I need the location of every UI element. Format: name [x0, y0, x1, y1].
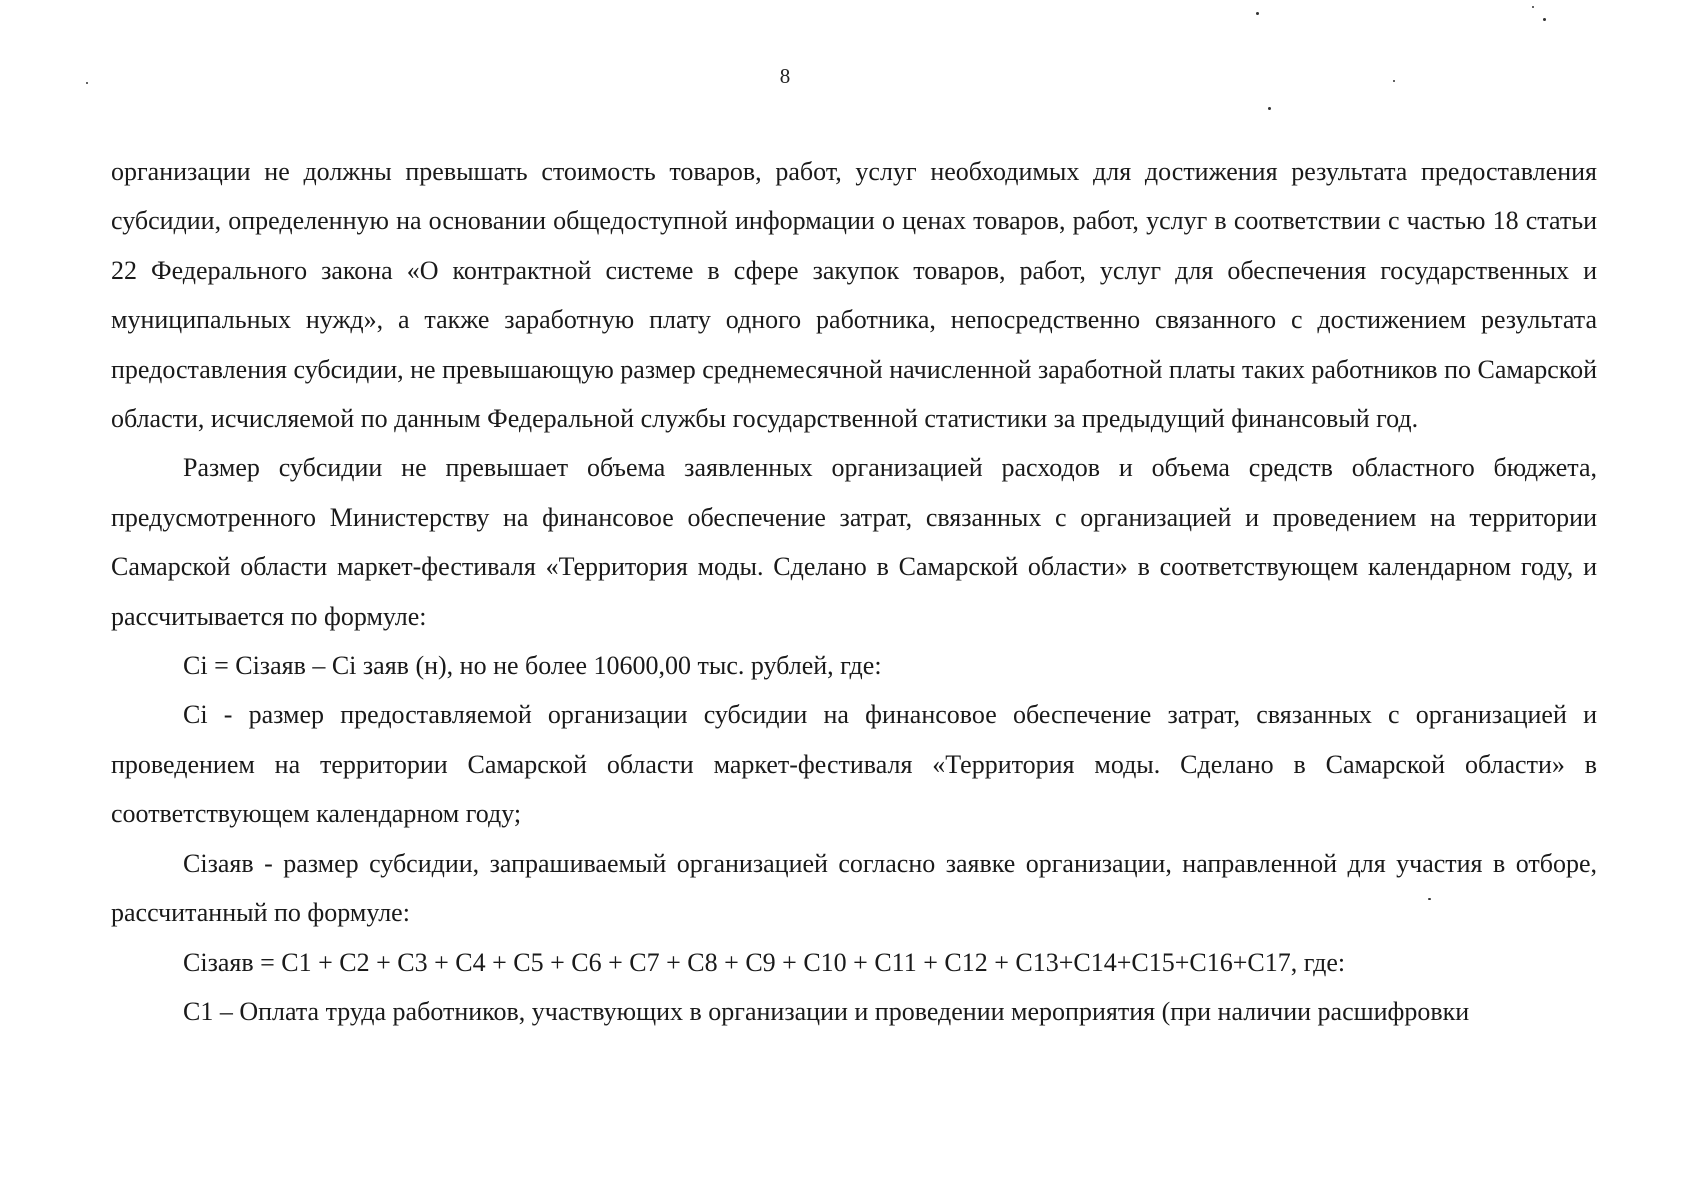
scan-speck: [1393, 80, 1395, 82]
document-body: [111, 147, 1597, 1036]
definition-ci-zayav: Сiзаяв - размер субсидии, запрашиваемый организацией согласно заявке организации, направленной для участия в отборе, рассчитанный по формуле:: [111, 848, 1597, 928]
page-number: 8: [779, 64, 791, 88]
scan-speck: [1543, 18, 1546, 21]
definition-ci: Сi - размер предоставляемой организации субсидии на финансовое обеспечение затрат, связанных с организацией и проведением на территории Самарской области маркет-фестиваля «Территория моды. Сделано в Самарской области» в соответствующем календарном году;: [111, 700, 1597, 829]
scan-speck: [1256, 12, 1259, 15]
scan-speck: [1532, 6, 1534, 8]
paragraph-continuation: организации не должны превышать стоимость товаров, работ, услуг необходимых для достижения результата предоставления субсидии, определенную на основании общедоступной информации о ценах товаров, работ, услуг в соответствии с частью 18 статьи 22 Федерального закона «О контрактной системе в сфере закупок товаров, работ, услуг для обеспечения государственных и муниципальных нужд», а также заработную плату одного работника, непосредственно связанного с достижением результата предоставления субсидии, не превышающую размер среднемесячной начисленной заработной платы таких работников по Самарской области, исчисляемой по данным Федеральной службы государственной статистики за предыдущий финансовый год.: [111, 157, 1597, 434]
formula-ci-zayav: Сiзаяв = С1 + С2 + С3 + С4 + С5 + С6 + С7 + С8 + С9 + С10 + С11 + С12 + С13+С14+С15+С16+С17, где:: [183, 947, 1346, 977]
formula-ci: Сi = Сiзаяв – Сi заяв (н), но не более 10600,00 тыс. рублей, где:: [183, 651, 882, 681]
definition-c1: С1 – Оплата труда работников, участвующих в организации и проведении мероприятия (при наличии расшифровки: [183, 996, 1470, 1026]
scan-speck: [86, 82, 88, 84]
paragraph-subsidy-size: Размер субсидии не превышает объема заявленных организацией расходов и объема средств областного бюджета, предусмотренного Министерству на финансовое обеспечение затрат, связанных с организацией и проведением на территории Самарской области маркет-фестиваля «Территория моды. Сделано в Самарской области» в соответствующем календарном году, и рассчитывается по формуле:: [111, 453, 1597, 631]
scan-speck: [1268, 107, 1271, 110]
